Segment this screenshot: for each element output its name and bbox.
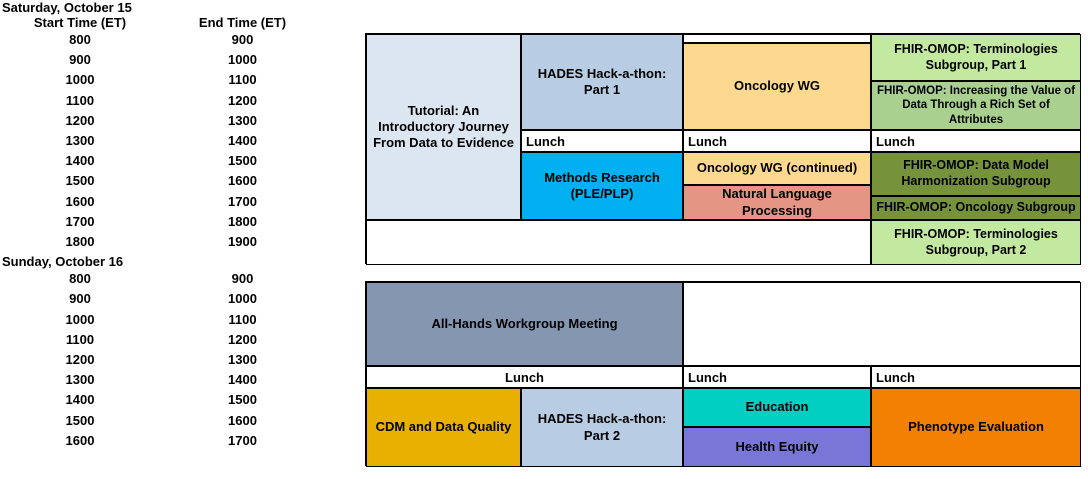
session-label: Phenotype Evaluation <box>908 419 1044 435</box>
session-label: Health Equity <box>735 438 819 454</box>
lunch-label: Lunch <box>876 369 915 385</box>
end-time: 1700 <box>228 432 257 448</box>
lunch-block-1 <box>366 366 683 388</box>
start-time: 900 <box>69 291 91 307</box>
time-row <box>0 171 330 191</box>
start-time: 1500 <box>65 412 95 428</box>
end-time: 900 <box>231 32 254 47</box>
session-education[interactable] <box>683 388 871 427</box>
end-time: 1100 <box>228 72 257 88</box>
saturday-grid <box>365 33 1080 264</box>
session-oncology-wg-continued[interactable] <box>683 152 871 185</box>
lunch-block-1 <box>521 130 683 152</box>
time-row <box>0 370 330 390</box>
session-phenotype-evaluation[interactable] <box>871 388 1081 467</box>
session-label: FHIR-OMOP: Oncology Subgroup <box>876 200 1076 215</box>
start-time: 1000 <box>65 72 95 88</box>
session-fhir-data-model-harmonization[interactable] <box>871 152 1081 196</box>
session-label: Oncology WG <box>734 78 820 94</box>
lunch-block-3 <box>871 366 1081 388</box>
sunday-grid <box>365 281 1080 466</box>
session-natural-language-processing[interactable] <box>683 185 871 220</box>
empty-cell <box>366 220 871 265</box>
start-time: 1100 <box>65 92 95 108</box>
session-health-equity[interactable] <box>683 427 871 467</box>
time-row <box>0 390 330 410</box>
end-time: 1700 <box>228 193 257 209</box>
session-label: FHIR-OMOP: Terminologies Subgroup, Part 2 <box>894 226 1058 257</box>
lunch-label: Lunch <box>688 369 727 385</box>
time-row <box>0 91 330 111</box>
end-time: 1100 <box>228 311 257 327</box>
session-all-hands-workgroup-meeting[interactable] <box>366 282 683 366</box>
session-label: HADES Hack-a-thon: Part 2 <box>537 411 667 443</box>
start-time: 1400 <box>65 392 95 408</box>
session-tutorial[interactable] <box>366 34 521 220</box>
start-time: 1200 <box>65 112 95 128</box>
time-row <box>0 212 330 232</box>
session-fhir-terminologies-part-1[interactable] <box>871 34 1081 81</box>
end-time: 1300 <box>228 112 257 128</box>
lunch-block-3 <box>871 130 1081 152</box>
lunch-label: Lunch <box>526 133 565 149</box>
start-time: 900 <box>69 52 91 68</box>
end-time: 1000 <box>228 291 257 307</box>
end-time: 1500 <box>228 392 257 408</box>
session-hades-part-2[interactable] <box>521 388 683 467</box>
session-label: HADES Hack-a-thon: Part 1 <box>537 65 667 97</box>
start-time: 1600 <box>65 432 95 448</box>
end-time: 1800 <box>228 213 257 229</box>
time-row <box>0 269 330 289</box>
session-label: FHIR-OMOP: Terminologies Subgroup, Part 1 <box>894 41 1058 72</box>
start-time: 1800 <box>65 234 95 250</box>
time-row <box>0 151 330 171</box>
time-row <box>0 350 330 370</box>
start-time: 1300 <box>65 372 95 388</box>
session-label: Oncology WG (continued) <box>696 160 858 176</box>
end-time: 1900 <box>228 234 257 250</box>
start-time: 1300 <box>65 133 95 149</box>
end-time: 1400 <box>228 372 257 388</box>
session-label: Methods Research (PLE/PLP) <box>544 169 660 201</box>
time-row <box>0 111 330 131</box>
end-time: 1600 <box>228 412 257 428</box>
start-time-header: Start Time (ET) <box>33 15 127 30</box>
end-time: 1000 <box>228 52 257 68</box>
end-time: 1500 <box>228 153 257 169</box>
lunch-label: Lunch <box>505 369 544 385</box>
start-time: 1500 <box>65 173 95 189</box>
session-fhir-terminologies-part-2[interactable] <box>871 220 1081 265</box>
lunch-label: Lunch <box>688 133 727 149</box>
end-time: 1600 <box>228 173 257 189</box>
time-row <box>0 289 330 309</box>
start-time: 800 <box>69 32 91 47</box>
start-time: 1600 <box>65 193 95 209</box>
start-time: 1700 <box>65 213 95 229</box>
session-label: Education <box>745 399 809 415</box>
end-time: 1200 <box>228 92 257 108</box>
saturday-title: Saturday, October 15 <box>2 0 132 15</box>
session-label: FHIR-OMOP: Increasing the Value of Data Through a Rich Set of Attributes <box>876 84 1076 126</box>
start-time: 1100 <box>65 331 95 347</box>
saturday-column-headers <box>0 15 330 30</box>
end-time: 1300 <box>228 352 257 368</box>
time-columns <box>0 0 330 451</box>
end-time-header: End Time (ET) <box>198 15 287 30</box>
end-time: 1200 <box>228 331 257 347</box>
time-row <box>0 50 330 70</box>
time-row <box>0 192 330 212</box>
session-fhir-attributes[interactable] <box>871 81 1081 130</box>
time-row <box>0 411 330 431</box>
sunday-title: Sunday, October 16 <box>2 254 124 270</box>
time-row <box>0 431 330 451</box>
time-row <box>0 330 330 350</box>
time-row <box>0 131 330 151</box>
end-time: 900 <box>231 271 254 287</box>
lunch-block-2 <box>683 130 871 152</box>
session-methods-research[interactable] <box>521 152 683 220</box>
empty-cell <box>683 282 1081 366</box>
empty-cell <box>683 34 871 43</box>
session-label: FHIR-OMOP: Data Model Harmonization Subgroup <box>901 158 1051 188</box>
session-label: Tutorial: An Introductory Journey From Data to Evidence <box>373 102 514 151</box>
start-time: 1400 <box>65 153 95 169</box>
time-row <box>0 70 330 90</box>
session-fhir-oncology-subgroup[interactable] <box>871 196 1081 220</box>
time-row <box>0 30 330 50</box>
session-oncology-wg[interactable] <box>683 43 871 130</box>
time-row <box>0 232 330 252</box>
session-label: All-Hands Workgroup Meeting <box>431 315 618 331</box>
session-cdm-and-data-quality[interactable] <box>366 388 521 467</box>
lunch-label: Lunch <box>876 133 915 149</box>
session-label: CDM and Data Quality <box>375 419 512 435</box>
start-time: 1000 <box>65 311 95 327</box>
session-hades-part-1[interactable] <box>521 34 683 130</box>
start-time: 1200 <box>65 352 95 368</box>
start-time: 800 <box>69 271 91 287</box>
lunch-block-2 <box>683 366 871 388</box>
session-label: Natural Language Processing <box>722 186 832 218</box>
end-time: 1400 <box>228 133 257 149</box>
time-row <box>0 310 330 330</box>
